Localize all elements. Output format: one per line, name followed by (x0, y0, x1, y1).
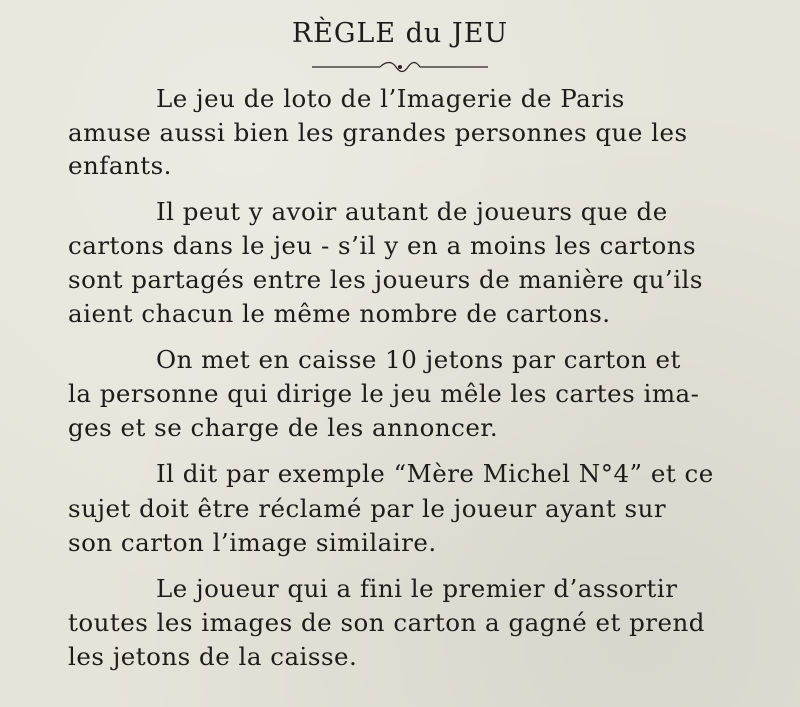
paragraph-2-line-3: sont partagés entre les joueurs de manière qu’ils (68, 265, 703, 294)
paragraph-2-line-4: aient chacun le même nombre de cartons. (68, 299, 611, 328)
paragraph-5-line-3: les jetons de la caisse. (68, 642, 358, 671)
title-ornament-divider (310, 58, 490, 76)
paragraph-4-line-2: sujet doit être réclamé par le joueur ayant sur (68, 494, 667, 523)
paragraph-1-line-3: enfants. (68, 151, 172, 180)
paragraph-4-line-1: Il dit par exemple “Mère Michel N°4” et ce (156, 459, 714, 488)
paragraph-5-line-1: Le joueur qui a fini le premier d’assortir (156, 574, 678, 603)
paragraph-2-line-1: Il peut y avoir autant de joueurs que de (156, 197, 668, 226)
page-title: RÈGLE du JEU (291, 18, 509, 49)
paragraph-3-line-2: la personne qui dirige le jeu mêle les cartes ima- (68, 379, 700, 408)
paragraph-5-line-2: toutes les images de son carton a gagné et prend (68, 608, 705, 637)
paragraph-3-line-3: ges et se charge de les annoncer. (68, 413, 499, 442)
paragraph-3-line-1: On met en caisse 10 jetons par carton et (156, 345, 681, 374)
paragraph-2-line-2: cartons dans le jeu - s’il y en a moins les cartons (68, 231, 697, 260)
paragraph-1-line-1: Le jeu de loto de l’Imagerie de Paris (156, 84, 625, 113)
paragraph-4-line-3: son carton l’image similaire. (68, 528, 437, 557)
paragraph-1-line-2: amuse aussi bien les grandes personnes que les (68, 118, 688, 147)
